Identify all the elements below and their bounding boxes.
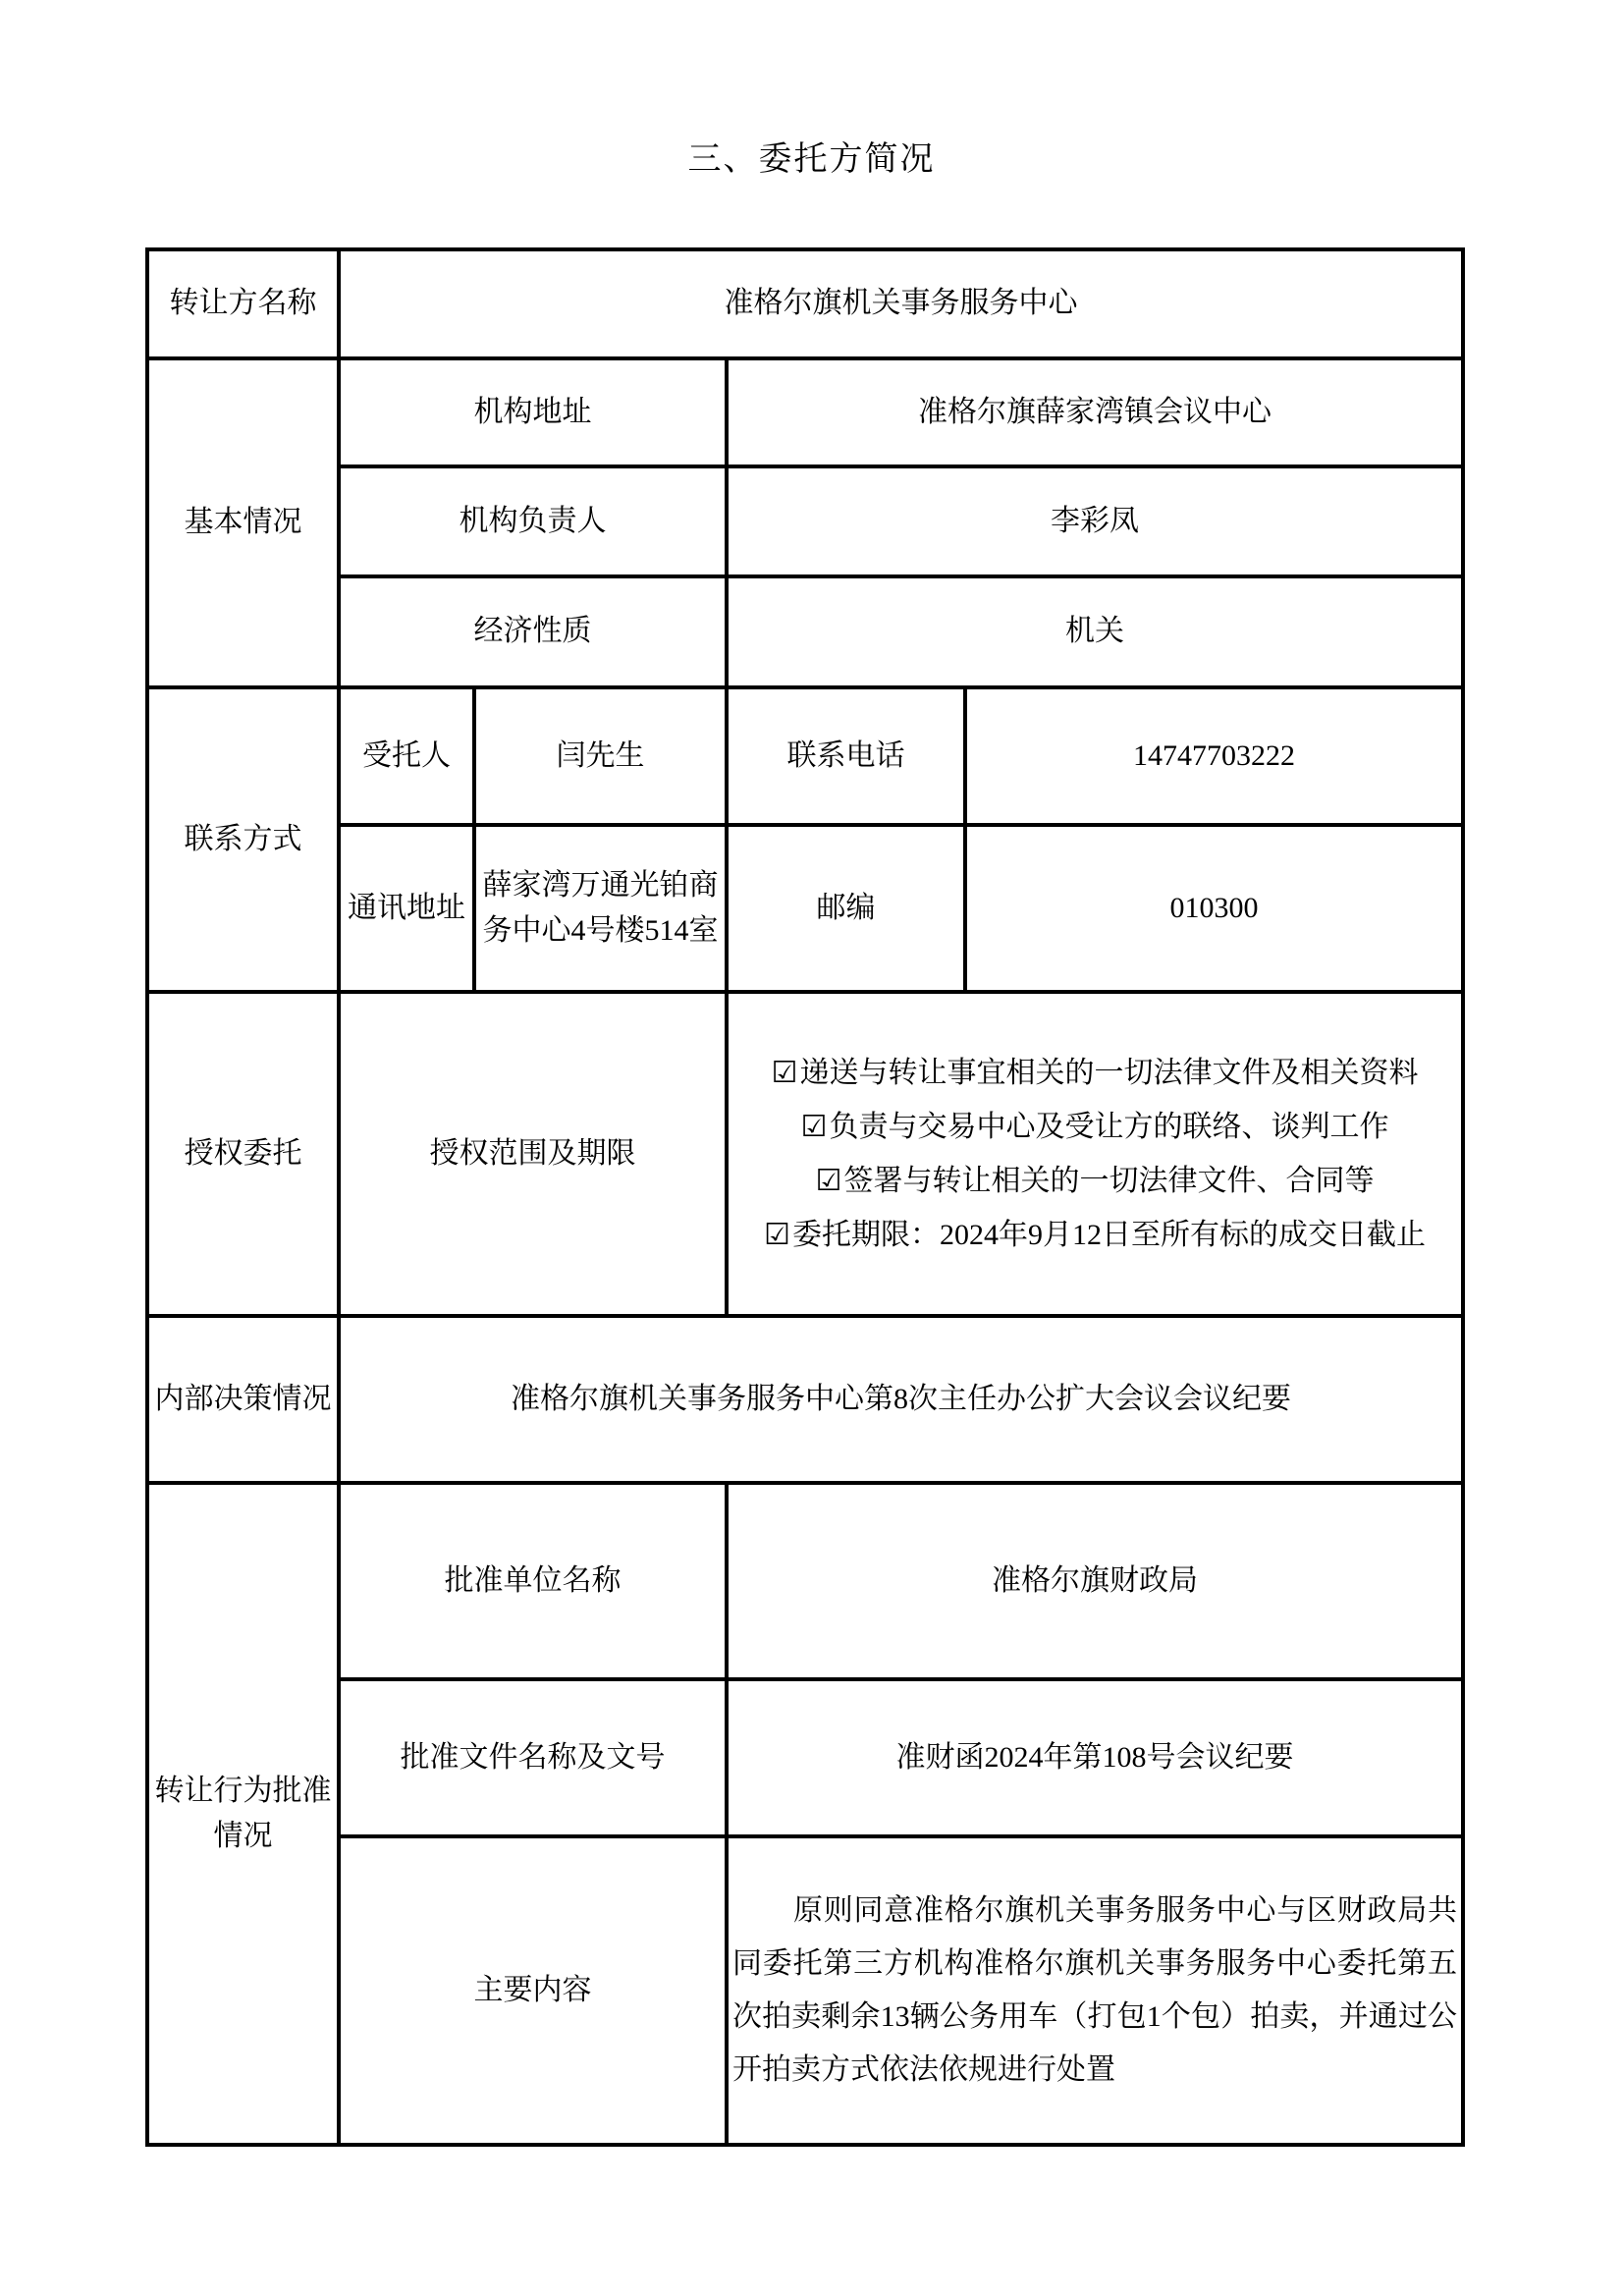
internal-decision-value: 准格尔旗机关事务服务中心第8次主任办公扩大会议会议纪要 [339, 1316, 1463, 1483]
authorization-item-text: 递送与转让事宜相关的一切法律文件及相关资料 [799, 1057, 1419, 1089]
transferor-name-label: 转让方名称 [147, 249, 339, 358]
approval-doc-label: 批准文件名称及文号 [339, 1679, 727, 1836]
economic-nature-label: 经济性质 [339, 576, 727, 687]
checked-checkbox-icon: ☑ [764, 1218, 790, 1252]
authorization-item-text: 委托期限：2024年9月12日至所有标的成交日截止 [791, 1219, 1426, 1251]
page-title: 三、委托方简况 [687, 141, 936, 178]
authorization-item [732, 1208, 1457, 1262]
mailing-address-value: 薛家湾万通光铂商务中心4号楼514室 [474, 825, 727, 992]
phone-value: 14747703222 [965, 687, 1463, 825]
org-head-label: 机构负责人 [339, 466, 727, 576]
approval-doc-value: 准财函2024年第108号会议纪要 [727, 1679, 1463, 1836]
org-address-label: 机构地址 [339, 358, 727, 466]
authorization-item-text: 签署与转让相关的一切法律文件、合同等 [843, 1165, 1375, 1197]
org-head-value: 李彩凤 [727, 466, 1463, 576]
checked-checkbox-icon: ☑ [800, 1110, 828, 1144]
checked-checkbox-icon: ☑ [771, 1056, 798, 1090]
approval-header: 转让行为批准情况 [147, 1483, 339, 2145]
table-row [147, 466, 1463, 576]
authorization-header: 授权委托 [147, 992, 339, 1316]
authorization-item [732, 1154, 1457, 1208]
approval-unit-value: 准格尔旗财政局 [727, 1483, 1463, 1679]
authorization-scope-label: 授权范围及期限 [339, 992, 727, 1316]
client-profile-table [145, 247, 1465, 2147]
table-row [147, 1679, 1463, 1836]
internal-decision-label: 内部决策情况 [147, 1316, 339, 1483]
mailing-address-label: 通讯地址 [339, 825, 474, 992]
approval-unit-label: 批准单位名称 [339, 1483, 727, 1679]
table-row [147, 687, 1463, 825]
main-content-label: 主要内容 [339, 1836, 727, 2145]
postcode-label: 邮编 [727, 825, 965, 992]
contact-header: 联系方式 [147, 687, 339, 992]
economic-nature-value: 机关 [727, 576, 1463, 687]
main-content-value [727, 1836, 1463, 2145]
basic-info-header: 基本情况 [147, 358, 339, 687]
table-row [147, 992, 1463, 1316]
postcode-value: 010300 [965, 825, 1463, 992]
checked-checkbox-icon: ☑ [815, 1164, 842, 1198]
transferor-name-value: 准格尔旗机关事务服务中心 [339, 249, 1463, 358]
table-row [147, 249, 1463, 358]
authorization-item-text: 负责与交易中心及受让方的联络、谈判工作 [829, 1111, 1389, 1143]
trustee-value: 闫先生 [474, 687, 727, 825]
table-row [147, 1483, 1463, 1679]
trustee-label: 受托人 [339, 687, 474, 825]
table-row [147, 825, 1463, 992]
authorization-item [732, 1100, 1457, 1154]
table-row [147, 358, 1463, 466]
table-row [147, 576, 1463, 687]
authorization-item [732, 1046, 1457, 1100]
main-content-paragraph: 原则同意准格尔旗机关事务服务中心与区财政局共同委托第三方机构准格尔旗机关事务服务中心委托第五次拍卖剩余13辆公务用车（打包1个包）拍卖，并通过公开拍卖方式依法依规进行处置 [732, 1894, 1457, 2086]
phone-label: 联系电话 [727, 687, 965, 825]
table-row [147, 1316, 1463, 1483]
table-row [147, 1836, 1463, 2145]
org-address-value: 准格尔旗薛家湾镇会议中心 [727, 358, 1463, 466]
authorization-scope-items [727, 992, 1463, 1316]
